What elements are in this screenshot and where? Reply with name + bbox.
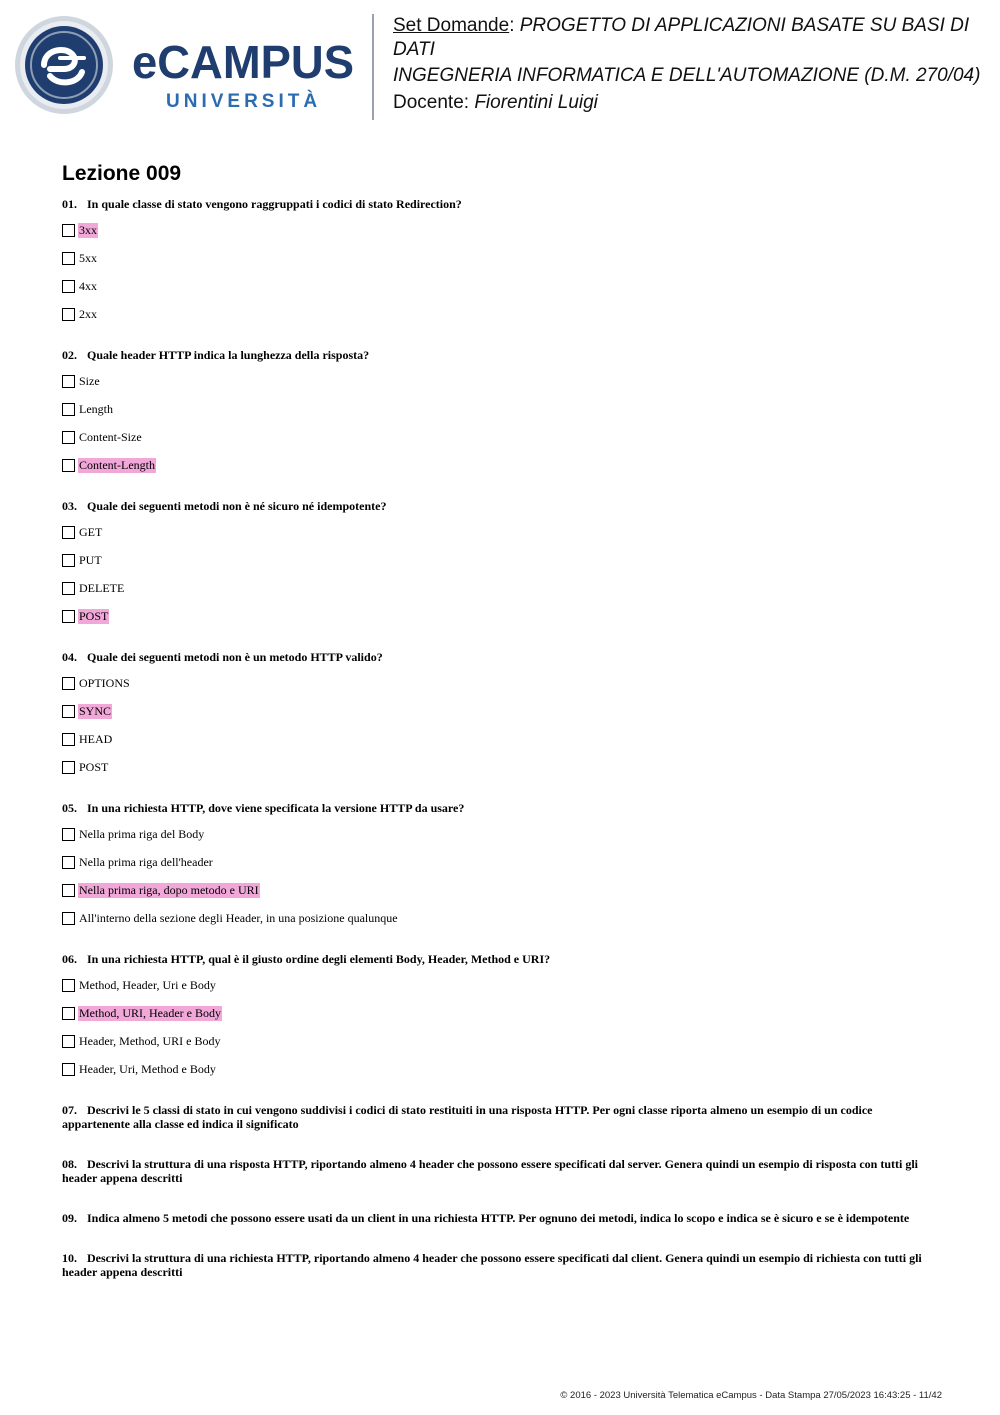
question-number: 08.: [62, 1157, 77, 1171]
question-text: [62, 650, 942, 664]
open-question-10: [62, 1251, 942, 1279]
answer-label: 5xx: [79, 251, 97, 265]
answer-option[interactable]: [62, 402, 942, 430]
open-question-07: [62, 1103, 942, 1131]
answer-checkbox[interactable]: [62, 375, 75, 388]
question-number: 01.: [62, 197, 77, 211]
question-number: 07.: [62, 1103, 77, 1117]
answer-label: 4xx: [79, 279, 97, 293]
answer-label: HEAD: [79, 732, 113, 746]
question-text: [62, 1157, 942, 1185]
answer-label: Header, Method, URI e Body: [79, 1034, 221, 1048]
question-label: Quale header HTTP indica la lunghezza della risposta?: [87, 348, 370, 362]
answer-checkbox[interactable]: [62, 761, 75, 774]
question-number: 03.: [62, 499, 77, 513]
answer-option[interactable]: [62, 760, 942, 788]
answer-checkbox[interactable]: [62, 554, 75, 567]
answer-option[interactable]: [62, 581, 942, 609]
answer-checkbox[interactable]: [62, 403, 75, 416]
set-domande-line: Set Domande: PROGETTO DI APPLICAZIONI BASATE SU BASI DI DATI: [393, 15, 970, 60]
answer-options: [62, 827, 942, 939]
answer-option[interactable]: [62, 883, 942, 911]
answer-label: POST: [79, 760, 109, 774]
answer-options: [62, 374, 942, 486]
multiple-choice-questions: [62, 197, 942, 1103]
correct-answer-label: SYNC: [79, 704, 112, 718]
question-label: Descrivi la struttura di una richiesta HTTP, riportando almeno 4 header che possono essere specificati dal client. Genera quindi un esempio di richiesta con tutti gli header appena descritti: [62, 1251, 922, 1279]
question-04: [62, 650, 942, 801]
question-text: [62, 348, 942, 362]
answer-checkbox[interactable]: [62, 912, 75, 925]
correct-answer-label: Content-Length: [79, 458, 155, 472]
question-number: 02.: [62, 348, 77, 362]
question-label: In quale classe di stato vengono raggruppati i codici di stato Redirection?: [87, 197, 462, 211]
answer-option[interactable]: [62, 911, 942, 939]
answer-checkbox[interactable]: [62, 856, 75, 869]
answer-label: GET: [79, 525, 103, 539]
answer-option[interactable]: [62, 1034, 942, 1062]
answer-options: [62, 525, 942, 637]
question-text: [62, 952, 942, 966]
answer-label: 2xx: [79, 307, 97, 321]
answer-option[interactable]: [62, 732, 942, 760]
answer-checkbox[interactable]: [62, 459, 75, 472]
question-text: [62, 499, 942, 513]
docente-name: Fiorentini Luigi: [474, 91, 598, 113]
answer-label: Content-Size: [79, 430, 142, 444]
question-text: [62, 1211, 942, 1225]
answer-option[interactable]: [62, 430, 942, 458]
set-domande-label: Set Domande: [393, 15, 510, 36]
answer-label: OPTIONS: [79, 676, 130, 690]
answer-checkbox[interactable]: [62, 1035, 75, 1048]
question-number: 09.: [62, 1211, 77, 1225]
question-list: [62, 197, 942, 1305]
course-name: INGEGNERIA INFORMATICA E DELL'AUTOMAZIONE (D.M. 270/04): [393, 65, 981, 86]
question-01: [62, 197, 942, 348]
lesson-title: Lezione 009: [62, 162, 182, 185]
set-domande-title: PROGETTO DI APPLICAZIONI BASATE SU BASI DI DATI: [393, 15, 970, 60]
open-question-08: [62, 1157, 942, 1185]
answer-option[interactable]: [62, 704, 942, 732]
answer-checkbox[interactable]: [62, 224, 75, 237]
answer-checkbox[interactable]: [62, 526, 75, 539]
docente-label: Docente:: [393, 91, 470, 113]
answer-label: Length: [79, 402, 113, 416]
answer-checkbox[interactable]: [62, 884, 75, 897]
answer-checkbox[interactable]: [62, 979, 75, 992]
answer-option[interactable]: [62, 676, 942, 704]
question-text: [62, 197, 942, 211]
answer-option[interactable]: [62, 855, 942, 883]
question-label: Descrivi le 5 classi di stato in cui vengono suddivisi i codici di stato restituiti in una risposta HTTP. Per ogni classe riporta almeno un esempio di un codice appartenente alla classe ed indica il significato: [62, 1103, 873, 1131]
question-label: Quale dei seguenti metodi non è né sicuro né idempotente?: [87, 499, 387, 513]
answer-option[interactable]: [62, 553, 942, 581]
ecampus-logo: [14, 14, 359, 116]
header-divider: [372, 14, 374, 120]
question-label: In una richiesta HTTP, qual è il giusto ordine degli elementi Body, Header, Method e URI?: [87, 952, 551, 966]
question-number: 05.: [62, 801, 77, 815]
correct-answer-label: 3xx: [79, 223, 97, 237]
answer-option[interactable]: [62, 1062, 942, 1090]
question-text: [62, 801, 942, 815]
question-text: [62, 1251, 942, 1279]
question-number: 06.: [62, 952, 77, 966]
header-info: [393, 14, 993, 117]
answer-label: Header, Uri, Method e Body: [79, 1062, 216, 1076]
answer-checkbox[interactable]: [62, 252, 75, 265]
logo-sub-text: UNIVERSITÀ: [166, 91, 322, 112]
correct-answer-label: Nella prima riga, dopo metodo e URI: [79, 883, 259, 897]
page-header: [0, 0, 1000, 130]
answer-option[interactable]: [62, 827, 942, 855]
answer-checkbox[interactable]: [62, 1007, 75, 1020]
answer-checkbox[interactable]: [62, 828, 75, 841]
question-label: Indica almeno 5 metodi che possono essere usati da un client in una richiesta HTTP. Per ognuno dei metodi, indica lo scopo e indica se è sicuro e se è idempotente: [87, 1211, 910, 1225]
answer-checkbox[interactable]: [62, 308, 75, 321]
answer-checkbox[interactable]: [62, 705, 75, 718]
answer-checkbox[interactable]: [62, 610, 75, 623]
answer-label: All'interno della sezione degli Header, in una posizione qualunque: [79, 911, 398, 925]
correct-answer-label: POST: [79, 609, 109, 623]
answer-checkbox[interactable]: [62, 280, 75, 293]
answer-checkbox[interactable]: [62, 733, 75, 746]
question-06: [62, 952, 942, 1103]
question-03: [62, 499, 942, 650]
docente-line: [393, 91, 993, 115]
open-question-09: [62, 1211, 942, 1225]
answer-checkbox[interactable]: [62, 1063, 75, 1076]
question-text: [62, 1103, 942, 1131]
question-number: 10.: [62, 1251, 77, 1265]
answer-option[interactable]: [62, 307, 942, 335]
question-label: Descrivi la struttura di una risposta HTTP, riportando almeno 4 header che possono essere specificati dal server. Genera quindi un esempio di risposta con tutti gli header appena descritti: [62, 1157, 919, 1185]
answer-option[interactable]: [62, 609, 942, 637]
answer-options: [62, 676, 942, 788]
answer-option[interactable]: [62, 223, 942, 251]
answer-options: [62, 978, 942, 1090]
answer-options: [62, 223, 942, 335]
page-footer: © 2016 - 2023 Università Telematica eCampus - Data Stampa 27/05/2023 16:43:25 - 11/42: [560, 1390, 942, 1401]
answer-option[interactable]: [62, 525, 942, 553]
question-label: In una richiesta HTTP, dove viene specificata la versione HTTP da usare?: [87, 801, 465, 815]
answer-label: DELETE: [79, 581, 125, 595]
answer-label: Nella prima riga del Body: [79, 827, 205, 841]
correct-answer-label: Method, URI, Header e Body: [79, 1006, 221, 1020]
answer-checkbox[interactable]: [62, 582, 75, 595]
question-number: 04.: [62, 650, 77, 664]
logo-brand-text: eCAMPUS: [132, 36, 354, 88]
answer-checkbox[interactable]: [62, 677, 75, 690]
answer-option[interactable]: [62, 978, 942, 1006]
answer-checkbox[interactable]: [62, 431, 75, 444]
answer-option[interactable]: [62, 251, 942, 279]
question-label: Quale dei seguenti metodi non è un metodo HTTP valido?: [87, 650, 383, 664]
answer-option[interactable]: [62, 458, 942, 486]
answer-option[interactable]: [62, 374, 942, 402]
answer-option[interactable]: [62, 1006, 942, 1034]
answer-label: Size: [79, 374, 100, 388]
question-02: [62, 348, 942, 499]
answer-label: Method, Header, Uri e Body: [79, 978, 216, 992]
answer-label: PUT: [79, 553, 102, 567]
answer-label: Nella prima riga dell'header: [79, 855, 213, 869]
answer-option[interactable]: [62, 279, 942, 307]
question-05: [62, 801, 942, 952]
open-questions: [62, 1103, 942, 1279]
logo-emblem-disc: [25, 26, 103, 104]
